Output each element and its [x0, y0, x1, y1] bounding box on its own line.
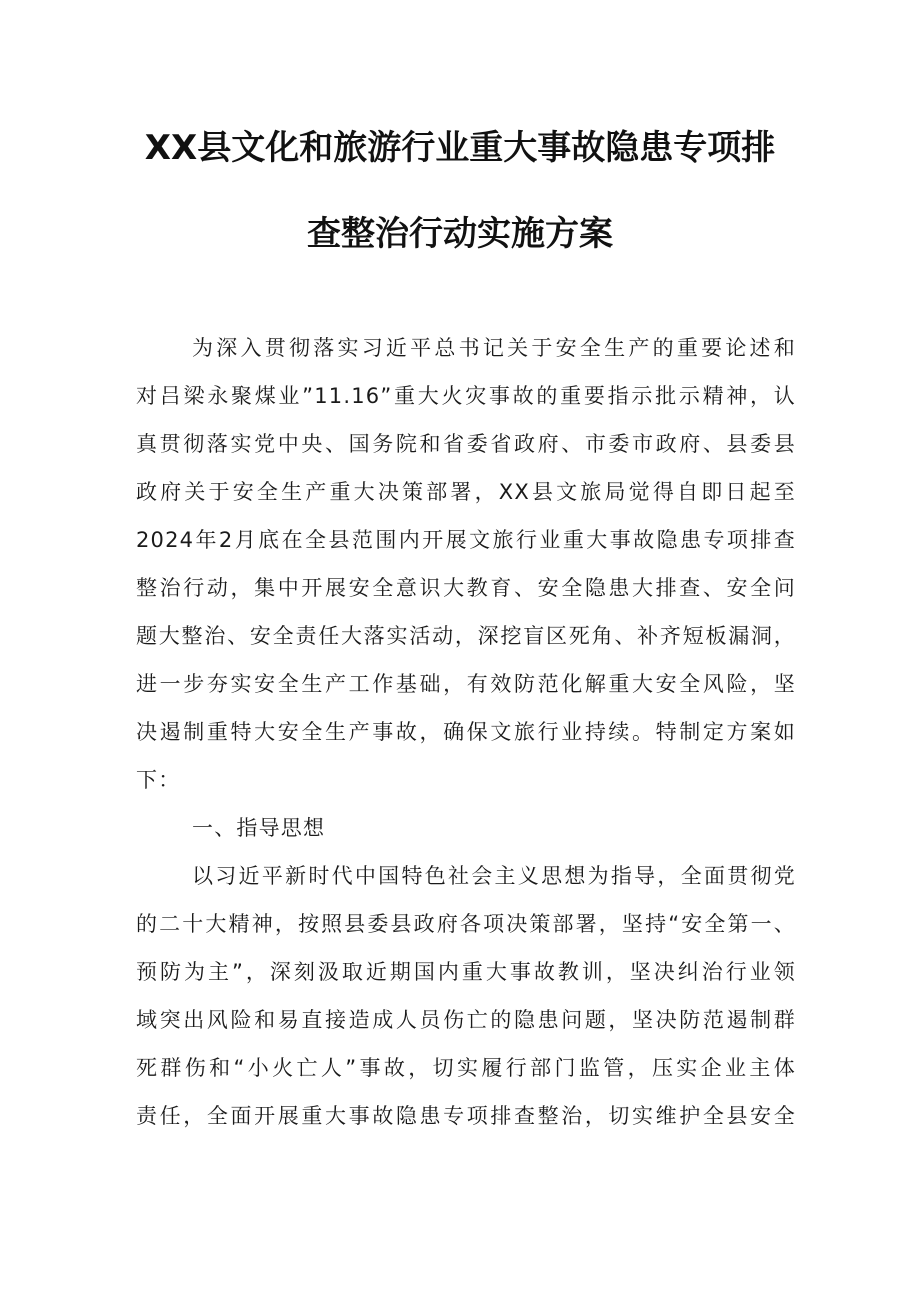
paragraph-2-line: 责任，全面开展重大事故隐患专项排查整治，切实维护全县安全: [136, 1104, 796, 1128]
paragraph-2-line: 域突出风险和易直接造成人员伤亡的隐患问题，坚决防范遏制群: [136, 1008, 796, 1032]
paragraph-1-line: 题大整治、安全责任大落实活动，深挖盲区死角、补齐短板漏洞，: [136, 624, 796, 648]
section-heading-guiding-thought: 一、指导思想: [192, 816, 326, 840]
document-body: [136, 324, 796, 1140]
paragraph-1-line: 下：: [136, 768, 181, 792]
paragraph-1-line: 对吕梁永聚煤业”11.16”重大火灾事故的重要指示批示精神，认: [136, 384, 796, 408]
paragraph-1-line: 为深入贯彻落实习近平总书记关于安全生产的重要论述和: [192, 336, 796, 360]
title-line-1: XX县文化和旅游行业重大事故隐患专项排: [144, 128, 776, 168]
paragraph-1-line: 真贯彻落实党中央、国务院和省委省政府、市委市政府、县委县: [136, 432, 796, 456]
paragraph-2-line: 以习近平新时代中国特色社会主义思想为指导，全面贯彻党: [192, 864, 796, 888]
paragraph-1-line: 决遏制重特大安全生产事故，确保文旅行业持续。特制定方案如: [136, 720, 796, 744]
paragraph-1-line: 政府关于安全生产重大决策部署，XX县文旅局觉得自即日起至: [136, 480, 796, 504]
document-title: [0, 128, 920, 254]
paragraph-1-line: 进一步夯实安全生产工作基础，有效防范化解重大安全风险，坚: [136, 672, 796, 696]
paragraph-1-line: 整治行动，集中开展安全意识大教育、安全隐患大排查、安全问: [136, 576, 796, 600]
title-line-2: 查整治行动实施方案: [307, 214, 613, 254]
paragraph-2-line: 的二十大精神，按照县委县政府各项决策部署，坚持“安全第一、: [136, 912, 796, 936]
paragraph-1-line: 2024年2月底在全县范围内开展文旅行业重大事故隐患专项排查: [136, 528, 796, 552]
paragraph-2-line: 死群伤和“小火亡人”事故，切实履行部门监管，压实企业主体: [136, 1056, 796, 1080]
paragraph-2-line: 预防为主”，深刻汲取近期国内重大事故教训，坚决纠治行业领: [136, 960, 796, 984]
